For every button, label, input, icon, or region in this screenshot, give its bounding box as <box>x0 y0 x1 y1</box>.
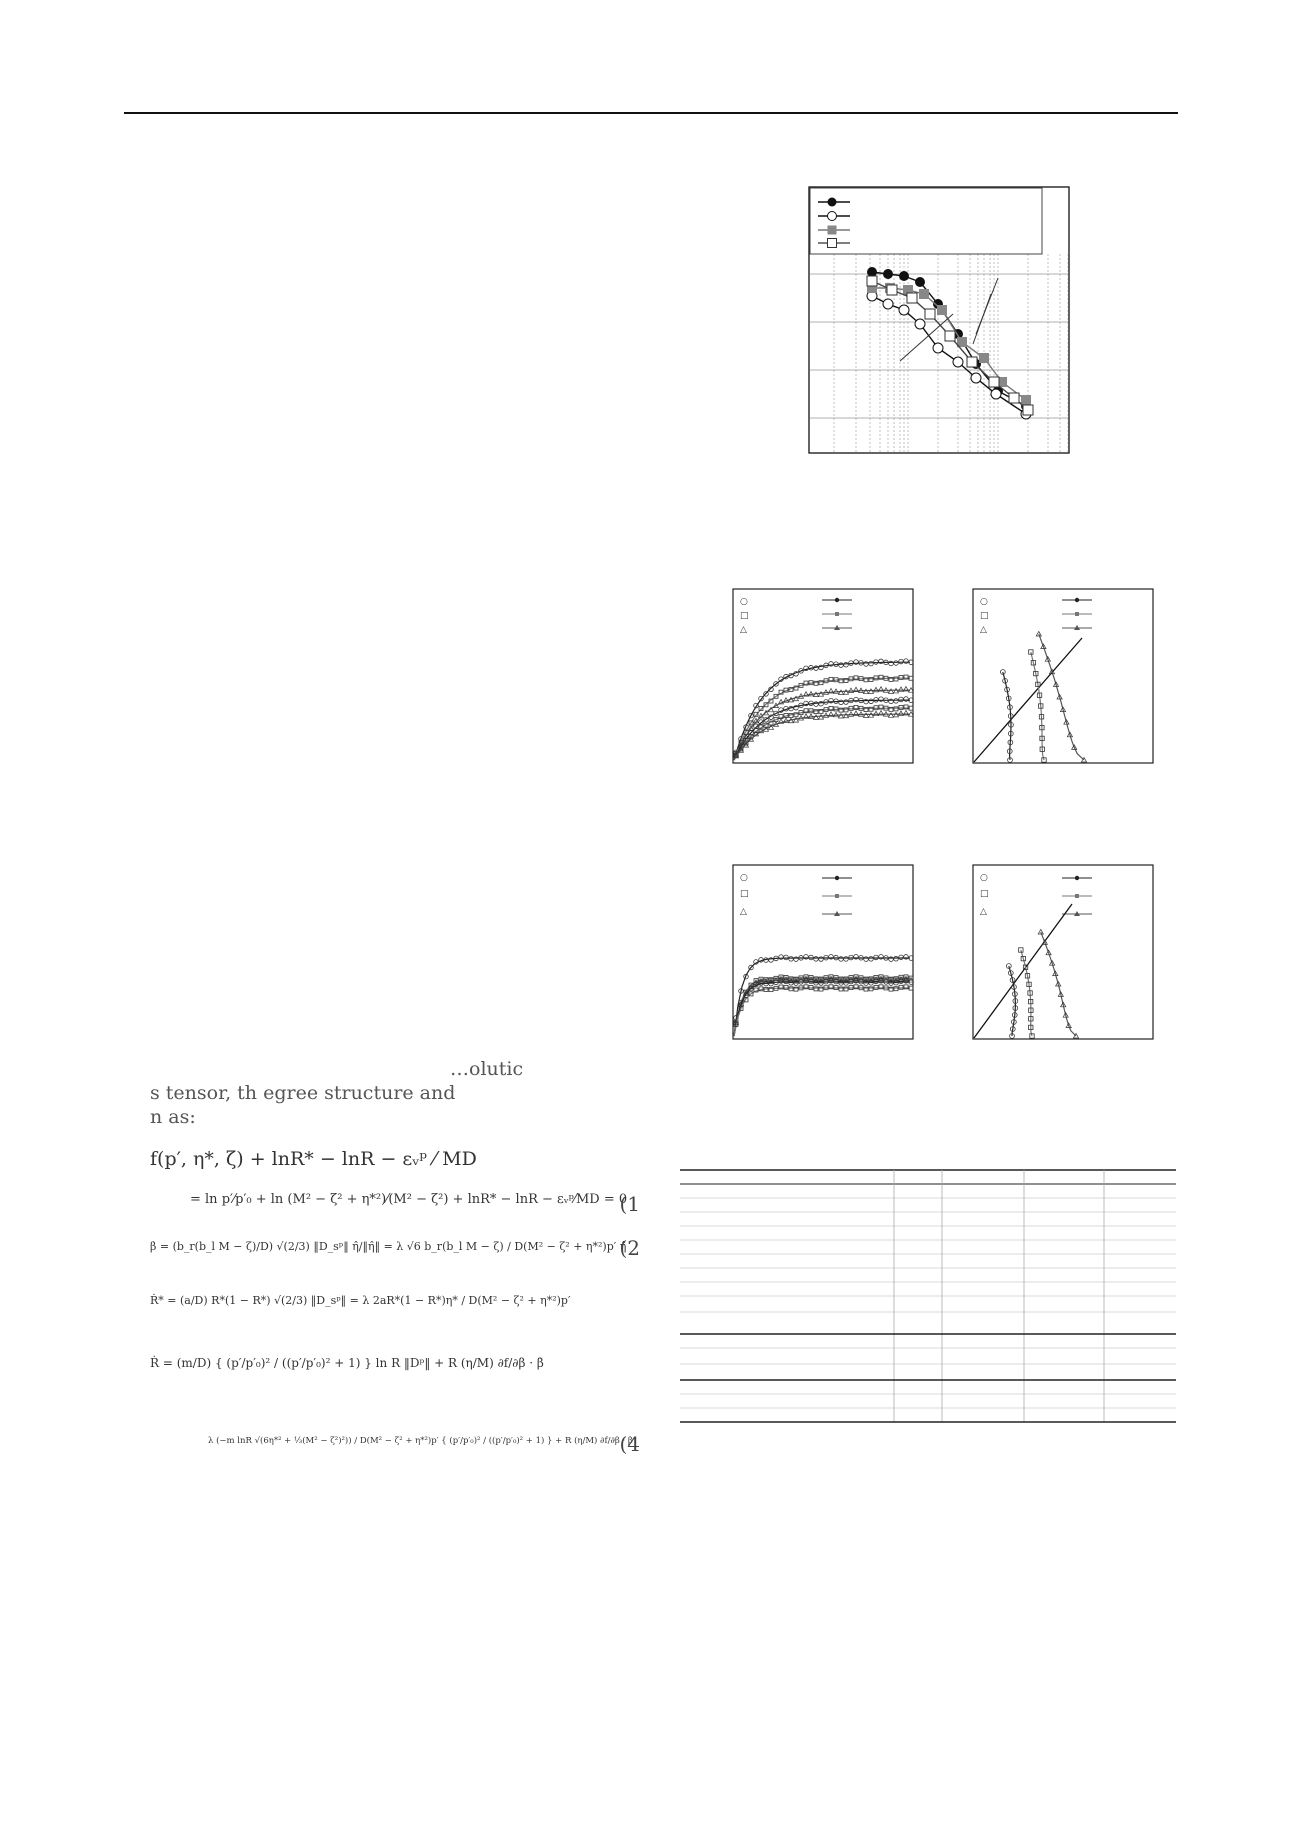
test-point <box>844 662 849 667</box>
panel-b-csl-line <box>974 638 1082 762</box>
test-point <box>844 700 849 705</box>
test-point <box>889 713 894 718</box>
panel-a-legend-marker-3: △ <box>740 625 747 635</box>
test-point <box>864 713 869 718</box>
legend-filled-circle-marker <box>828 198 837 207</box>
equation-1a: f(p′, η*, ζ) + lnR* − lnR − εᵥᵖ ⁄ MD <box>150 1148 477 1170</box>
test-point <box>894 987 898 991</box>
test-point <box>899 711 904 716</box>
test-point <box>894 956 899 961</box>
test-point <box>839 713 844 718</box>
data-point <box>899 271 909 281</box>
parameter-table <box>680 1168 1176 1424</box>
panel-a-legend-marker-1: ○ <box>740 597 748 607</box>
test-point <box>899 697 904 702</box>
panel-d-legend-marker-1: ○ <box>980 873 988 883</box>
test-point <box>839 663 844 668</box>
test-point <box>844 713 849 718</box>
test-point <box>839 700 844 705</box>
equation-block <box>150 1058 640 1478</box>
test-point <box>894 699 899 704</box>
data-point <box>953 357 963 367</box>
header-rule <box>124 112 1178 114</box>
test-point <box>839 957 844 962</box>
equation-2: β̇ = (b_r(b_l M − ζ)/D) √(2/3) ‖D_sᵖ‖ η̂/‖η̂‖ = λ √6 b_r(b_l M − ζ) / D(M² − ζ² + η*²)p′ η̂ <box>150 1240 627 1253</box>
text-fragment-2: s tensor, th egree structure and <box>150 1082 456 1104</box>
test-point <box>894 707 898 711</box>
equation-4a: Ṙ = (m/D) { (p′/p′₀)² / ((p′/p′₀)² + 1) } ln R ‖Dᵖ‖ + R (η/M) ∂f/∂β · β̇ <box>150 1356 544 1370</box>
panel-a-legend-marker-2: □ <box>740 611 749 621</box>
test-point <box>784 955 789 960</box>
test-point <box>839 690 844 695</box>
panel-c-legend-marker-2: □ <box>740 889 749 899</box>
data-point <box>945 331 955 341</box>
panel-b-legend-marker-1: ○ <box>980 597 988 607</box>
test-point <box>814 702 819 707</box>
data-point <box>937 305 947 315</box>
test-point <box>899 705 903 709</box>
data-point <box>915 319 925 329</box>
data-point <box>979 353 989 363</box>
top-legend-box <box>810 188 1042 254</box>
panel-a-legend-lines <box>822 598 852 630</box>
panel-d-csl-line <box>974 904 1072 1038</box>
data-point <box>907 293 917 303</box>
data-point <box>899 305 909 315</box>
model-curve-5 <box>734 988 910 1036</box>
legend-filled-square-marker <box>828 226 837 235</box>
equation-1b: = ln p′⁄p′₀ + ln (M² − ζ² + η*²)⁄(M² − ζ²) + lnR* − lnR − εᵥᵖ⁄MD = 0 <box>190 1192 628 1207</box>
compression-chart <box>808 186 1070 454</box>
panel-c-legend-marker-1: ○ <box>740 873 748 883</box>
test-point <box>874 687 879 692</box>
test-point <box>899 955 904 960</box>
data-point <box>915 277 925 287</box>
stress-path-2 <box>1021 950 1032 1036</box>
legend-open-circle-marker <box>828 212 837 221</box>
data-point <box>967 357 977 367</box>
panel-d-legend-marker-2: □ <box>980 889 989 899</box>
stress-path-2 <box>1031 652 1044 760</box>
panel-b-legend-marker-3: △ <box>980 625 987 635</box>
test-point <box>894 661 899 666</box>
panel-d-stress-path <box>972 864 1154 1040</box>
data-point <box>883 299 893 309</box>
test-point <box>894 677 898 681</box>
equation-3: Ṙ* = (a/D) R*(1 − R*) √(2/3) ‖D_sᵖ‖ = λ 2aR*(1 − R*)η* / D(M² − ζ² + η*²)p′ <box>150 1294 571 1307</box>
model-curve-1 <box>734 662 910 760</box>
test-point <box>849 712 854 717</box>
panel-b-stress-path <box>972 588 1154 764</box>
stress-path-1 <box>1003 672 1011 760</box>
test-point <box>814 957 819 962</box>
panel-b-legend-lines <box>1062 598 1092 630</box>
test-point <box>819 715 824 720</box>
data-point <box>971 373 981 383</box>
legend-open-square-marker <box>828 239 837 248</box>
data-point <box>925 309 935 319</box>
test-point <box>789 957 794 962</box>
data-point <box>867 276 877 286</box>
test-point <box>899 985 903 989</box>
equation-2-number: (2 <box>619 1236 640 1260</box>
data-point <box>883 269 893 279</box>
text-fragment-3: n as: <box>150 1106 196 1128</box>
panel-c-legend-lines <box>822 876 852 916</box>
test-point <box>869 661 874 666</box>
data-point <box>1023 405 1033 415</box>
test-point <box>784 985 788 989</box>
test-point <box>874 697 879 702</box>
series-line-4 <box>872 281 1028 410</box>
model-curve-6 <box>734 714 910 760</box>
panel-c-stress-strain <box>732 864 914 1040</box>
data-point <box>919 289 929 299</box>
test-point <box>899 659 904 664</box>
model-curve-1 <box>734 958 910 1036</box>
data-point <box>887 285 897 295</box>
test-point <box>869 699 874 704</box>
test-point <box>849 688 854 693</box>
test-point <box>889 689 894 694</box>
data-point <box>1021 395 1031 405</box>
panel-d-legend-marker-3: △ <box>980 907 987 917</box>
stress-path-3 <box>1041 932 1076 1036</box>
test-point <box>869 957 874 962</box>
test-point <box>864 689 869 694</box>
panel-b-legend-marker-2: □ <box>980 611 989 621</box>
panel-d-legend-lines <box>1062 876 1092 916</box>
data-point <box>1009 393 1019 403</box>
test-point <box>874 711 879 716</box>
panel-a-stress-strain <box>732 588 914 764</box>
data-point <box>989 377 999 387</box>
data-point <box>933 343 943 353</box>
series-line-2 <box>872 296 1026 414</box>
text-fragment-1: …olutic <box>450 1058 524 1080</box>
stress-path-1 <box>1009 966 1016 1036</box>
test-point <box>899 675 903 679</box>
panel-c-legend-marker-3: △ <box>740 907 747 917</box>
equation-1-number: (1 <box>619 1192 640 1216</box>
annotation-arrow-3 <box>976 278 998 334</box>
test-point <box>844 957 849 962</box>
equation-4b: λ (−m lnR √(6η*² + ⅓(M² − ζ²)²)) / D(M² − ζ² + η*²)p′ { (p′/p′₀)² / ((p′/p′₀)² + 1) } + R (η/M) ∂f/∂β · β̇ <box>208 1436 633 1446</box>
equation-4-number: (4 <box>619 1432 640 1456</box>
data-point <box>991 389 1001 399</box>
